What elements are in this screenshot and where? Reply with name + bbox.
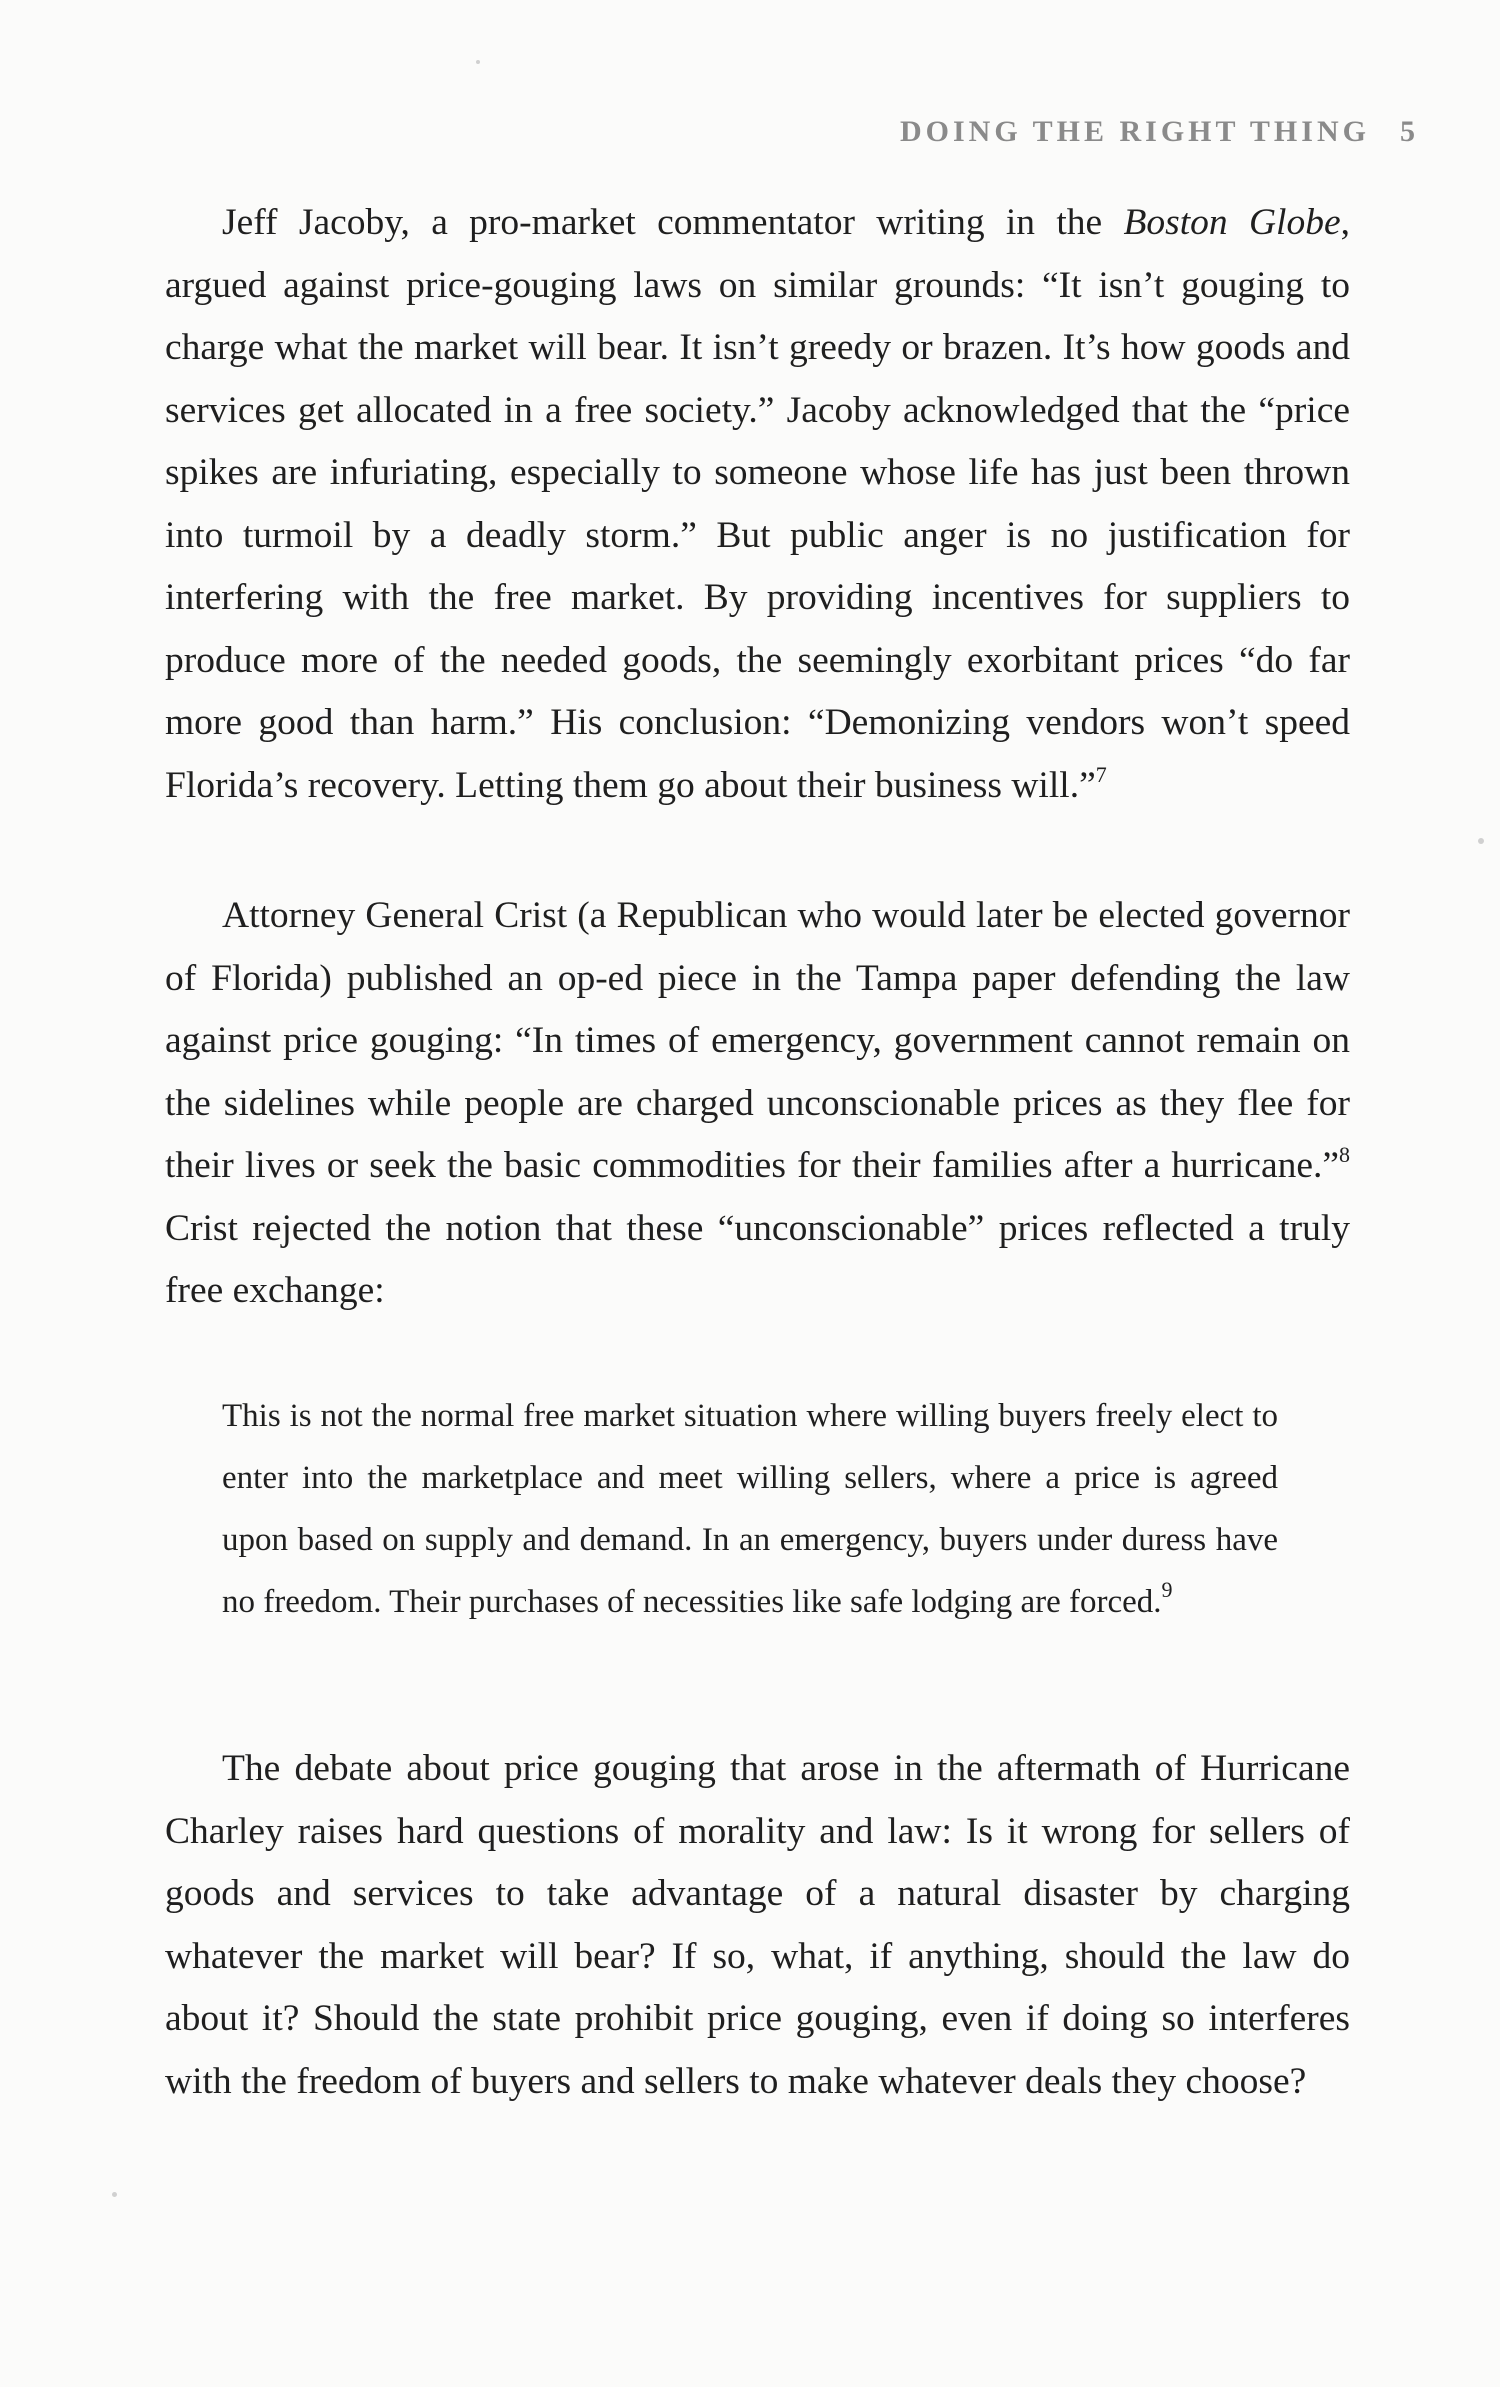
running-title: DOING THE RIGHT THING xyxy=(900,115,1370,148)
page-number: 5 xyxy=(1399,115,1419,148)
paper-speck xyxy=(476,60,480,64)
paper-speck xyxy=(112,2192,117,2197)
publication-title: Boston Globe xyxy=(1123,202,1341,243)
paragraph-text: The debate about price gouging that arose in the aftermath of Hurricane Charley raises hard questions of morality and law: Is it wrong for sellers of goods and services to take advantage of a natural disaster by charging whatever the market will bear? If so, what, if anything, should the law do about it? Should the state prohibit price gouging, even if doing so interferes with the freedom of buyers and sellers to make whatever deals they choose? xyxy=(165,1748,1350,2102)
paragraph-text: Jeff Jacoby, a pro-market commentator writing in the xyxy=(222,202,1124,243)
paragraph-text: Attorney General Crist (a Republican who would later be elected governor of Florida) published an op-ed piece in the Tampa paper defending the law against price gouging: “In times of emergency, government cannot remain on the sidelines while people are charged unconscionable prices as they flee for their lives or seek the basic commodities for their families after a hurricane.” xyxy=(165,895,1350,1186)
paper-speck xyxy=(1478,838,1484,844)
paragraph-crist xyxy=(165,885,1350,1323)
block-quote xyxy=(222,1385,1278,1633)
paragraph-text: , argued against price-gouging laws on similar grounds: “It isn’t gouging to charge what the market will bear. It isn’t greedy or brazen. It’s how goods and services get allocated in a free society.” Jacoby acknowledged that the “price spikes are infuriating, especially to someone whose life has just been thrown into turmoil by a deadly storm.” But public anger is no justification for interfering with the free market. By providing incentives for suppliers to produce more of the needed goods, the seemingly exorbitant prices “do far more good than harm.” His conclusion: “Demonizing vendors won’t speed Florida’s recovery. Letting them go about their business will.” xyxy=(165,202,1350,806)
footnote-marker: 9 xyxy=(1161,1577,1173,1602)
paragraph-text: Crist rejected the notion that these “unconscionable” prices reflected a truly free exchange: xyxy=(165,1207,1350,1311)
footnote-marker: 7 xyxy=(1095,761,1107,787)
paragraph-jacoby xyxy=(165,192,1350,817)
paragraph-debate xyxy=(165,1738,1350,2113)
block-quote-text: This is not the normal free market situation where willing buyers freely elect to enter into the marketplace and meet willing sellers, where a price is agreed upon based on supply and demand. In an emergency, buyers under duress have no freedom. Their purchases of necessities like safe lodging are forced. xyxy=(222,1398,1278,1620)
running-header xyxy=(900,115,1419,149)
footnote-marker: 8 xyxy=(1339,1142,1350,1167)
